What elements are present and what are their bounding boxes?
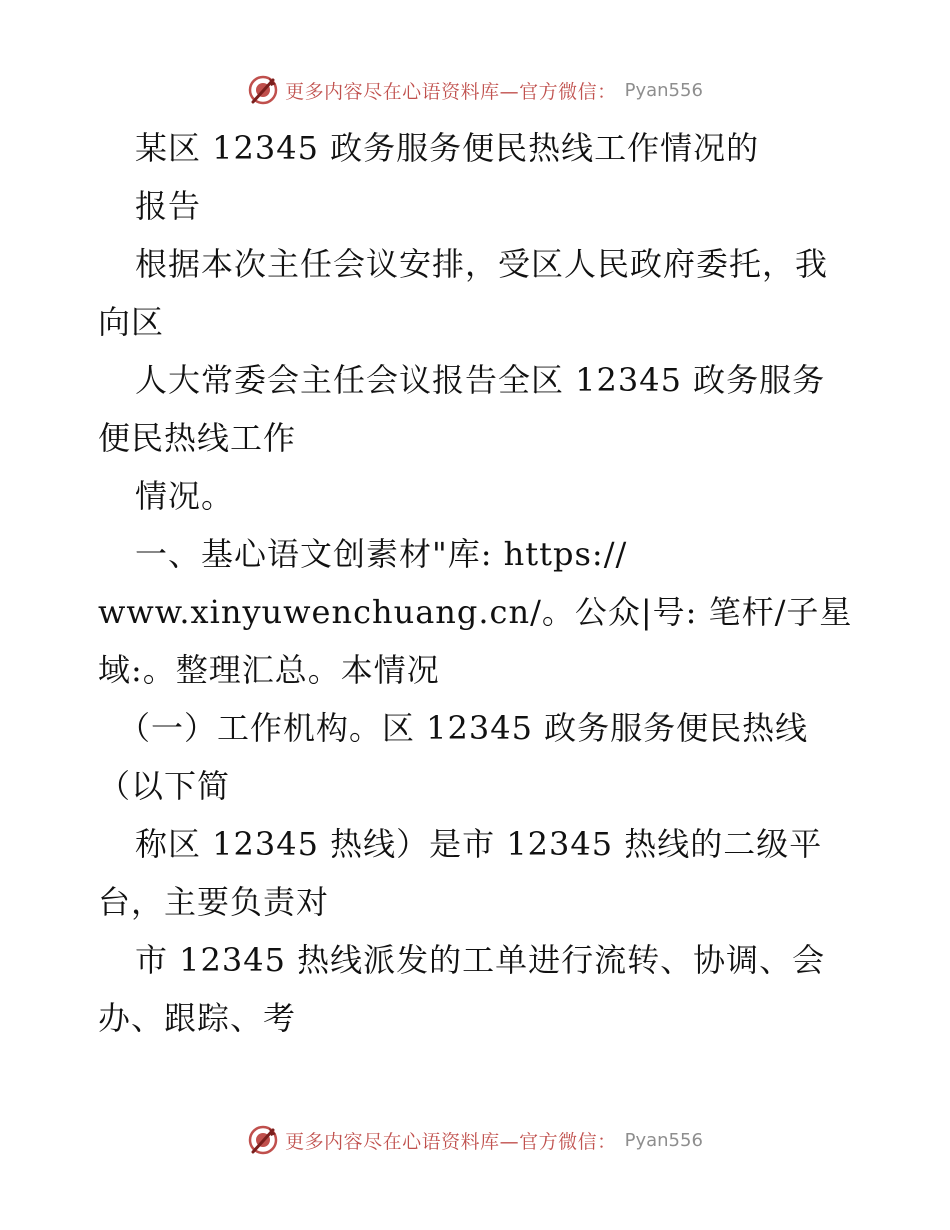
doc-title-line-2: 报告	[135, 187, 202, 225]
doc-paragraph-line: 情况。	[135, 477, 235, 515]
doc-paragraph-line: 市 12345 热线派发的工单进行流转、协调、会	[135, 941, 826, 979]
watermark-brand: Pyan556	[624, 79, 703, 101]
doc-paragraph-line: 人大常委会主任会议报告全区 12345 政务服务	[135, 361, 826, 399]
watermark-brand: Pyan556	[624, 1129, 703, 1151]
watermark-text: 更多内容尽在心语资料库—官方微信：	[285, 1130, 617, 1153]
doc-paragraph-line: （一）工作机构。区 12345 政务服务便民热线	[118, 709, 809, 747]
doc-paragraph-line: 域:。整理汇总。本情况	[98, 651, 440, 689]
doc-paragraph-line: （以下简	[98, 767, 231, 805]
watermark-text: 更多内容尽在心语资料库—官方微信：	[285, 80, 617, 103]
doc-paragraph-line: 称区 12345 热线）是市 12345 热线的二级平	[135, 825, 823, 863]
doc-paragraph-line: 根据本次主任会议安排，受区人民政府委托，我	[135, 245, 829, 283]
quill-seal-icon	[247, 1124, 279, 1156]
doc-title-line-1: 某区 12345 政务服务便民热线工作情况的	[135, 129, 760, 167]
footer-watermark	[0, 1120, 950, 1160]
doc-paragraph-line: www.xinyuwenchuang.cn/。公众|号: 笔杆/子星	[98, 593, 853, 631]
doc-paragraph-line: 向区	[98, 303, 165, 341]
doc-paragraph-line: 办、跟踪、考	[98, 999, 297, 1037]
doc-paragraph-line: 便民热线工作	[98, 419, 297, 457]
doc-paragraph-line: 台，主要负责对	[98, 883, 330, 921]
doc-paragraph-line: 一、基心语文创素材"库: https://	[135, 535, 628, 573]
